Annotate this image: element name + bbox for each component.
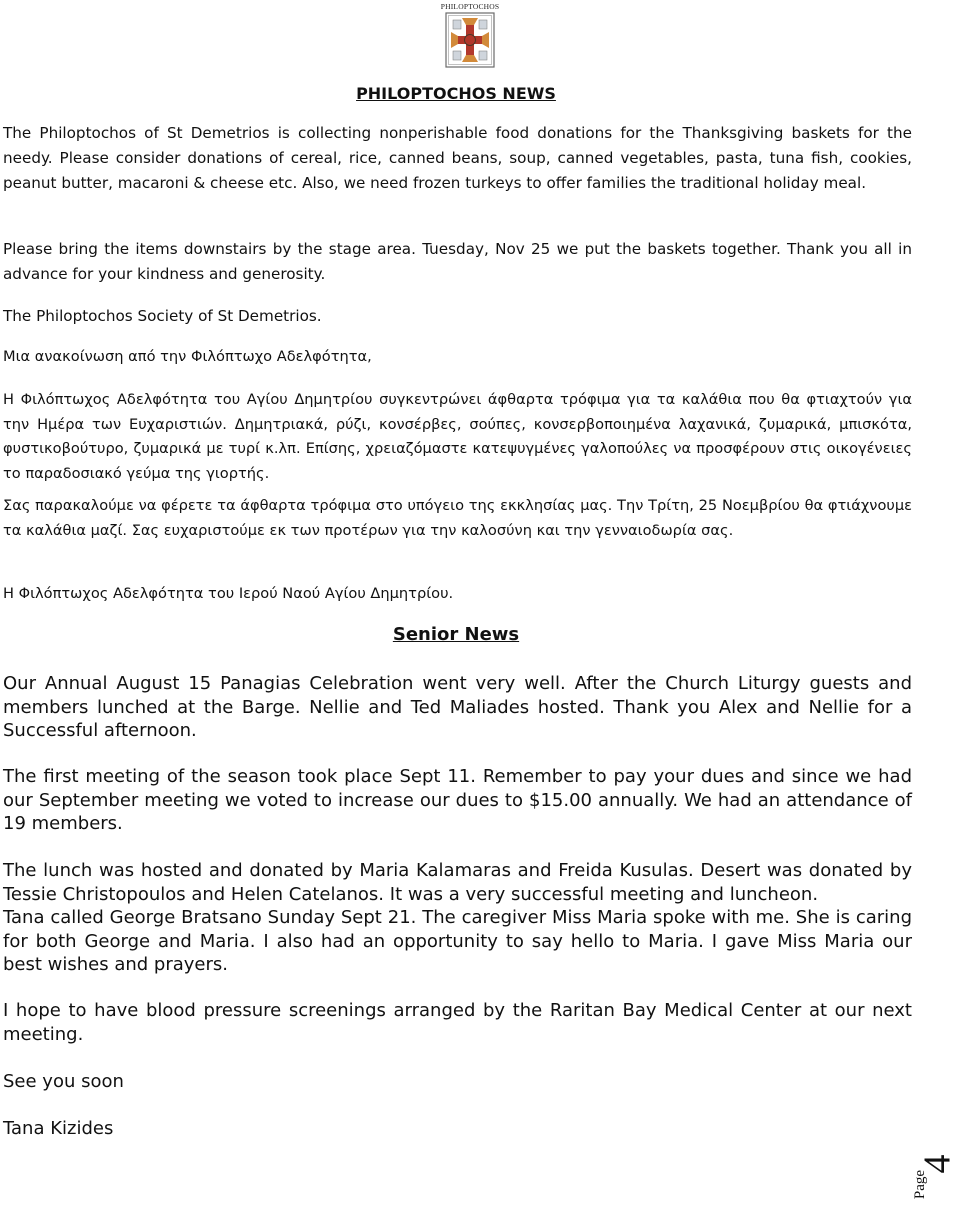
visit-paragraph: Tana called George Bratsano Sunday Sept 21. The caregiver Miss Maria spoke with me. She is caring for both George and Maria. I also had an opportunity to say hello to Maria. I gave Miss Maria our best wishes and prayers.: [3, 907, 912, 975]
page-number-value: 4: [916, 1154, 959, 1174]
lunch-paragraph: The lunch was hosted and donated by Maria Kalamaras and Freida Kusulas. Desert was donated by Tessie Christopoulos and Helen Catelanos. It was a very successful meeting and luncheon.: [3, 860, 912, 905]
senior-news-heading: Senior News: [392, 624, 520, 645]
celebration-paragraph: Our Annual August 15 Panagias Celebration went very well. After the Church Liturgy guests and members lunched at the Barge. Nellie and Ted Maliades hosted. Thank you Alex and Nellie for a Successful afternoon.: [3, 673, 912, 741]
screenings-paragraph: I hope to have blood pressure screenings arranged by the Raritan Bay Medical Center at our next meeting.: [3, 1000, 912, 1045]
philoptochos-logo: [436, 2, 504, 70]
greek-donations-paragraph: Η Φιλόπτωχος Αδελφότητα του Αγίου Δημητρίου συγκεντρώνει άφθαρτα τρόφιμα για τα καλάθια που θα φτιαχτούν για την Ημέρα των Ευχαριστιών. Δημητριακά, ρύζι, κονσέρβες, σούπες, κονσερβοποιημένα λαχανικά, ζυμαρικά, μπισκότα, φυστικοβούτυρο, ζυμαρικά με τυρί κ.λπ. Επίσης, χρειαζόμαστε κατεψυγμένες γαλοπούλες να προσφέρουν στις οικογένειες το παραδοσιακό γεύμα της γιορτής.: [3, 391, 912, 482]
cross-emblem-icon: [444, 11, 496, 69]
page-word: Page: [912, 1169, 929, 1200]
author-signature: Tana Kizides: [3, 1118, 114, 1139]
closing-line: See you soon: [3, 1071, 124, 1092]
society-signature: The Philoptochos Society of St Demetrios.: [3, 307, 322, 325]
first-meeting-paragraph: The first meeting of the season took place Sept 11. Remember to pay your dues and since we had our September meeting we voted to increase our dues to $15.00 annually. We had an attendance of 19 members.: [3, 766, 912, 834]
greek-announcement-intro: Μια ανακοίνωση από την Φιλόπτωχο Αδελφότητα,: [3, 348, 372, 365]
philoptochos-news-heading: PHILOPTOCHOS NEWS: [356, 84, 556, 103]
page-number: [912, 1128, 960, 1208]
items-paragraph: Please bring the items downstairs by the stage area. Tuesday, Nov 25 we put the baskets together. Thank you all in advance for your kindness and generosity.: [3, 240, 912, 283]
donations-paragraph: The Philoptochos of St Demetrios is collecting nonperishable food donations for the Thanksgiving baskets for the needy. Please consider donations of cereal, rice, canned beans, soup, canned vegetables, pasta, tuna fish, cookies, peanut butter, macaroni & cheese etc. Also, we need frozen turkeys to offer families the traditional holiday meal.: [3, 124, 912, 192]
logo-wordmark: PHILOPTOCHOS: [440, 2, 500, 11]
greek-items-paragraph: Σας παρακαλούμε να φέρετε τα άφθαρτα τρόφιμα στο υπόγειο της εκκλησίας μας. Την Τρίτη, 25 Νοεμβρίου θα φτιάχνουμε τα καλάθια μαζί. Σας ευχαριστούμε εκ των προτέρων για την καλοσύνη και την γενναιοδωρία σας.: [3, 497, 912, 539]
greek-society-signature: Η Φιλόπτωχος Αδελφότητα του Ιερού Ναού Αγίου Δημητρίου.: [3, 585, 454, 602]
